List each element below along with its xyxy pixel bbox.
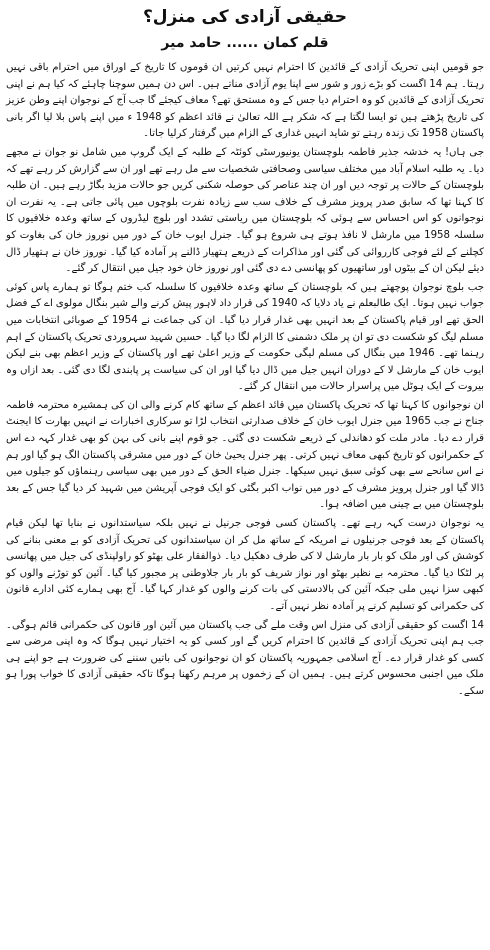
article-paragraph: 14 اگست کو حقیقی آزادی کی منزل اس وقت ملے گی جب پاکستان میں آئین اور قانون کی حکمرانی قائم ہوگی۔ جب ہم اپنی تحریک آزادی کے قائدین کا احترام کریں گے اور کسی کو یہ اختیار نہیں ہوگا کہ وہ اپنی مرضی سے کسی کو غدار قرار دے۔ آج اسلامی جمہوریہ پاکستان کو ان نوجوانوں کی باتیں سننے کی ضرورت ہے جو اپنے ہی ملک میں اجنبی محسوس کرتے ہیں۔ ہمیں ان کے زخموں پر مرہم رکھنا ہوگا تاکہ حقیقی آزادی کا خواب پورا ہو سکے۔ xyxy=(6,619,484,697)
article-paragraph: ان نوجوانوں کا کہنا تھا کہ تحریک پاکستان میں قائد اعظم کے ساتھ کام کرنے والی ان کی ہمشیرہ محترمہ فاطمہ جناح نے جب 1965 میں جنرل ایوب خان کے خلاف صدارتی انتخاب لڑا تو سرکاری اخبارات نے انہیں بھارت کا ایجنٹ قرار دے دیا۔ مادر ملت کو دھاندلی کے ذریعے شکست دی گئی۔ جو قوم اپنے بانی کی بہن کو بھی غدار کہہ دے اس کے حکمرانوں کو تاریخ کبھی معاف نہیں کرتی۔ پھر جنرل یحییٰ خان کے دور میں مشرقی پاکستان الگ ہو گیا اور ہم نے اس سانحے سے بھی کوئی سبق نہیں سیکھا۔ جنرل ضیاء الحق کے دور میں بھی سیاسی رہنماؤں کو جیلوں میں ڈالا گیا اور جنرل پرویز مشرف کے دور میں نواب اکبر بگٹی کو ایک فوجی آپریشن میں شہید کر دیا گیا جس کے بعد بلوچستان میں بے چینی میں اضافہ ہوا۔ xyxy=(6,399,484,511)
article-paragraph: یہ نوجوان درست کہہ رہے تھے۔ پاکستان کسی فوجی جرنیل نے نہیں بلکہ سیاستدانوں نے بنایا تھا لیکن قیام پاکستان کے بعد فوجی جرنیلوں نے امریکہ کے ساتھ مل کر ان سیاستدانوں کی تحریک آزادی کو بے معنی بنانے کی کوشش کی اور ملک کو بار بار مارشل لا کی طرف دھکیل دیا۔ ذوالفقار علی بھٹو کو راولپنڈی کی جیل میں پھانسی پر لٹکا دیا گیا۔ محترمہ بے نظیر بھٹو اور نواز شریف کو بار بار جلاوطنی پر مجبور کیا گیا۔ آئین کو توڑنے والوں کو کبھی سزا نہیں ملی جبکہ آئین کی بالادستی کی بات کرنے والوں کو غدار کہا گیا۔ آج بھی ہمارے کئی ادارے قانون کی حکمرانی کو تسلیم کرنے پر آمادہ نظر نہیں آتے۔ xyxy=(6,518,484,612)
article-paragraph: جی ہاں! یہ خدشہ جذیر فاطمہ بلوچستان یونیورسٹی کوئٹہ کے طلبہ کے ایک گروپ میں شامل نو جوان نے مجھے دیا۔ یہ طلبہ اسلام آباد میں مختلف سیاسی وصحافتی شخصیات سے مل رہے تھے اور ان سے گزارش کر رہے تھے کہ بلوچستان کے حالات پر توجہ دیں اور ان چند عناصر کی حوصلہ شکنی کریں جو حالات مزید بگاڑ رہے ہیں۔ ان طلبہ کا کہنا تھا کہ سابق صدر پرویز مشرف کے خلاف سب سے زیادہ نفرت بلوچوں میں پائی جاتی ہے۔ یہ نفرت ان نوجوانوں کو اس احساس سے ہوئی کہ بلوچستان میں ریاستی تشدد اور بلوچ لیڈروں کے ساتھ وعدہ خلافیوں کا سلسلہ 1958 میں مارشل لا نافذ ہوتے ہی شروع ہو گیا۔ جنرل ایوب خان کے دور میں نوروز خان کی بغاوت کو کچلنے کے لئے فوجی کارروائی کی گئی اور مذاکرات کے ذریعے ہتھیار ڈالنے پر آمادہ کیا گیا۔ نوروز خان نے ہتھیار ڈال دیئے لیکن ان کے بیٹوں اور ساتھیوں کو پھانسی دے دی گئی اور نوروز خان خود جیل میں انتقال کر گئے۔ xyxy=(6,146,484,275)
article-paragraph: جب بلوچ نوجوان پوچھتے ہیں کہ بلوچستان کے ساتھ وعدہ خلافیوں کا سلسلہ کب ختم ہوگا تو ہمارے پاس کوئی جواب نہیں ہوتا۔ ایک طالبعلم نے یاد دلایا کہ 1940 کی قرار داد لاہور پیش کرنے والے شیر بنگال مولوی اے کے فضل الحق تھے اور قیام پاکستان کے بعد انہیں بھی غدار قرار دیا گیا۔ ان کی جماعت نے 1954 کے صوبائی انتخابات میں مسلم لیگ کو شکست دی تو ان پر ملک دشمنی کا الزام لگا دیا گیا۔ حسین شہید سہروردی تحریک پاکستان کے اہم رہنما تھے۔ 1946 میں بنگال کی مسلم لیگی حکومت کے وزیر اعلیٰ تھے اور پاکستان کے وزیر اعظم بھی بنے لیکن ایوب خان کے مارشل لا کے دوران انہیں جیل میں ڈال دیا گیا اور ان کی سیاست پر پابندی لگا دی گئی۔ بعد ازاں وہ بیروت کے ایک ہوٹل میں پراسرار حالات میں انتقال کر گئے۔ xyxy=(6,281,484,393)
article-title: حقیقی آزادی کی منزل؟ xyxy=(142,7,348,27)
article-paragraph: جو قومیں اپنی تحریک آزادی کے قائدین کا احترام نہیں کرتیں ان قوموں کا تاریخ کے اوراق میں احترام باقی نہیں رہتا۔ ہم 14 اگست کو بڑے زور و شور سے اپنا یوم آزادی مناتے ہیں۔ اس دن ہمیں سوچنا چاہئے کہ کیا ہم نے اپنی تحریک آزادی کے قائدین کو وہ احترام دیا جس کے وہ مستحق تھے؟ معاف کیجئے گا جب آج کے نوجوان اپنے وطن عزیز کی تاریخ پڑھتے ہیں تو ایسا لگتا ہے کہ شکر ہے اللہ تعالیٰ نے قائد اعظم کو 1948 ء میں اپنے پاس بلا لیا اگر بانی پاکستان 1958 تک زندہ رہتے تو شاید انہیں غداری کے الزام میں گرفتار کرلیا جاتا۔ xyxy=(6,62,484,140)
article-byline: قلم کمان ...... حامد میر xyxy=(161,35,329,51)
